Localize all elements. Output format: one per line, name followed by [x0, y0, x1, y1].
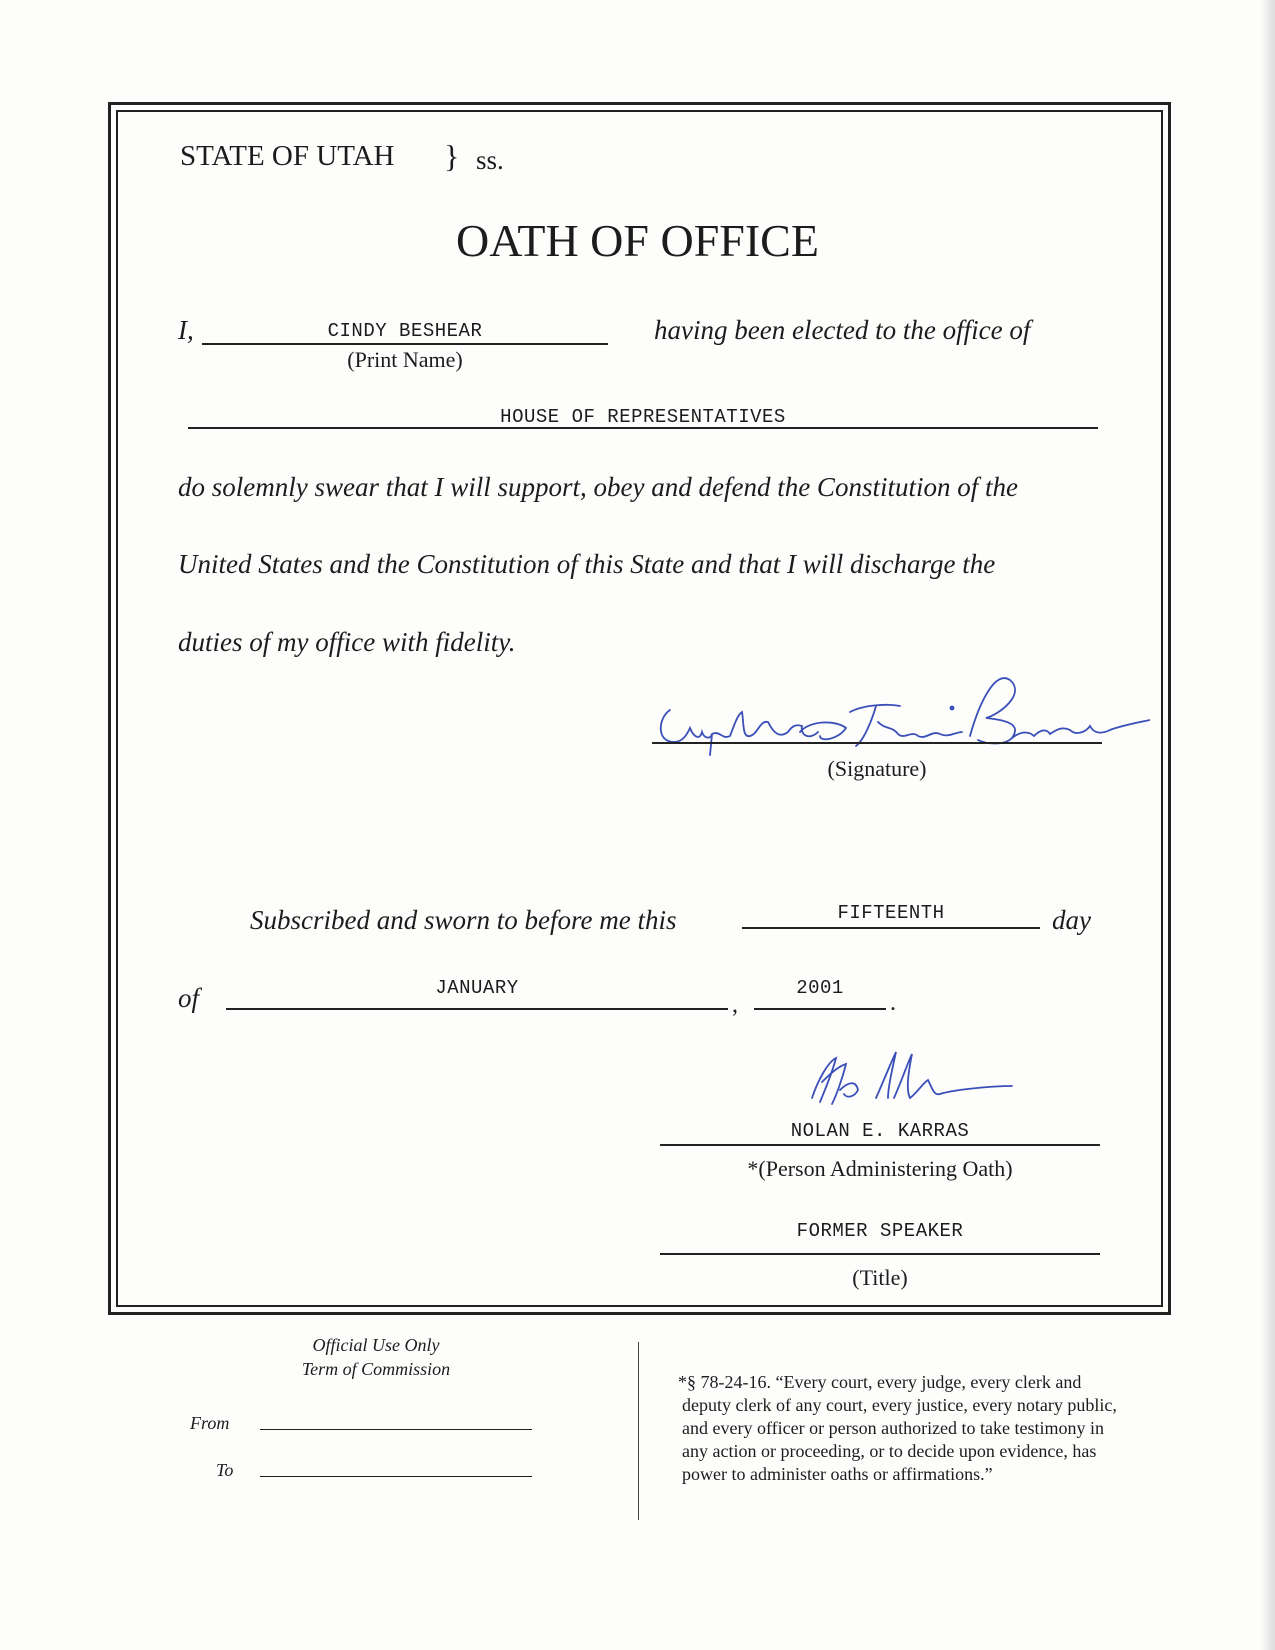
- document-title: OATH OF OFFICE: [456, 215, 819, 266]
- footnote-line-2: deputy clerk of any court, every justice, every notary public,: [682, 1395, 1117, 1415]
- oath-line-2: United States and the Constitution of this State and that I will discharge the: [178, 549, 996, 579]
- office-value: HOUSE OF REPRESENTATIVES: [500, 406, 786, 428]
- year-line: [754, 1008, 886, 1010]
- signature-caption: (Signature): [827, 756, 927, 781]
- day-label: day: [1052, 905, 1091, 935]
- signature-image: [650, 660, 1150, 760]
- date-comma: ,: [732, 992, 738, 1018]
- administrator-name-value: NOLAN E. KARRAS: [790, 1120, 970, 1142]
- footnote-line-5: power to administer oaths or affirmations.”: [682, 1464, 993, 1484]
- elected-text: having been elected to the office of: [654, 315, 1031, 345]
- to-line: [260, 1476, 532, 1477]
- year-value: 2001: [796, 977, 844, 999]
- from-line: [260, 1429, 532, 1430]
- footnote-line-1: *§ 78-24-16. “Every court, every judge, every clerk and: [678, 1372, 1082, 1392]
- from-label: From: [190, 1413, 230, 1433]
- administrator-signature-image: [800, 1040, 1030, 1120]
- state-heading: STATE OF UTAH: [180, 140, 395, 172]
- sworn-text: Subscribed and sworn to before me this: [250, 905, 677, 935]
- ss-abbrev: ss.: [476, 145, 504, 175]
- administrator-name-line: [660, 1144, 1100, 1146]
- print-name-value: CINDY BESHEAR: [327, 320, 483, 342]
- brace-symbol: }: [444, 138, 460, 174]
- administrator-title-value: FORMER SPEAKER: [796, 1220, 964, 1242]
- month-line: [226, 1008, 728, 1010]
- administrator-title-line: [660, 1253, 1100, 1255]
- oath-line-1: do solemnly swear that I will support, obey and defend the Constitution of the: [178, 472, 1018, 502]
- print-name-line: [202, 343, 608, 345]
- to-label: To: [216, 1460, 234, 1480]
- print-name-caption: (Print Name): [347, 347, 463, 372]
- footer-divider: [638, 1342, 639, 1520]
- signature-line: [652, 742, 1102, 744]
- oath-line-3: duties of my office with fidelity.: [178, 627, 516, 657]
- date-period: .: [890, 990, 896, 1016]
- of-label: of: [178, 983, 200, 1013]
- official-use-heading: Official Use Only: [312, 1335, 440, 1355]
- administrator-caption: *(Person Administering Oath): [747, 1156, 1013, 1181]
- footnote-line-4: any action or proceeding, or to decide upon evidence, has: [682, 1441, 1097, 1461]
- footnote-line-3: and every officer or person authorized to take testimony in: [682, 1418, 1105, 1438]
- term-of-commission-heading: Term of Commission: [301, 1359, 451, 1379]
- day-line: [742, 927, 1040, 929]
- administrator-title-caption: (Title): [852, 1265, 908, 1290]
- office-line: [188, 427, 1098, 429]
- day-value: FIFTEENTH: [837, 902, 945, 924]
- month-value: JANUARY: [435, 977, 519, 999]
- intro-i: I,: [178, 315, 194, 345]
